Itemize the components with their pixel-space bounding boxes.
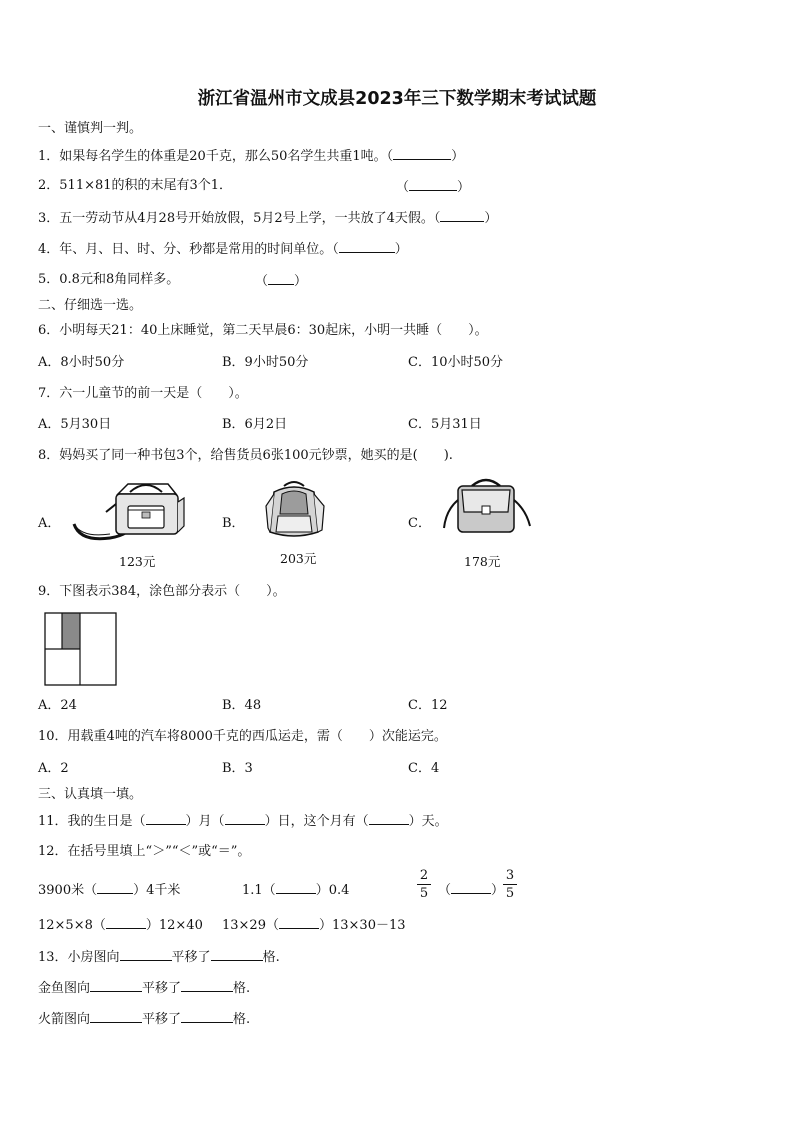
question-13-line3 xyxy=(38,1010,250,1028)
question-2-text: 2．511×81的积的末尾有3个1． xyxy=(38,178,233,193)
question-9: 9．下图表示384，涂色部分表示（ ）。 xyxy=(38,584,286,599)
option-7a[interactable]: A．5月30日 xyxy=(38,417,112,432)
compare-2b-right: ）13×30－13 xyxy=(318,918,406,933)
question-1-text: 1．如果每名学生的体重是20千克，那么50名学生共重1吨。（ xyxy=(38,149,394,164)
question-3-text: 3．五一劳动节从4月28号开始放假，5月2号上学，一共放了4天假。（ xyxy=(38,211,441,226)
fraction-right-denominator: 5 xyxy=(505,886,515,901)
compare-1b-left: 1.1（ xyxy=(242,883,276,898)
fraction-left xyxy=(417,868,431,901)
section-heading-judge: 一、谨慎判一判。 xyxy=(38,121,143,136)
option-6c[interactable]: C．10小时50分 xyxy=(408,355,504,370)
question-2-open: （ xyxy=(396,180,410,195)
compare-2b-left: 13×29（ xyxy=(222,918,279,933)
shaded-grid-diagram xyxy=(44,612,117,686)
answer-blank-5[interactable] xyxy=(268,272,294,285)
question-13-line1-b: 平移了 xyxy=(171,950,211,965)
compare-1c-right: ） xyxy=(491,883,505,898)
question-2-answer xyxy=(396,178,470,196)
section-heading-choose: 二、仔细选一选。 xyxy=(38,298,143,313)
compare-2b xyxy=(222,916,406,934)
question-4-text: 4．年、月、日、时、分、秒都是常用的时间单位。（ xyxy=(38,242,339,257)
compare-1a-right: ）4千米 xyxy=(133,883,181,898)
option-6b[interactable]: B．9小时50分 xyxy=(222,355,309,370)
answer-blank-3[interactable] xyxy=(440,209,484,222)
question-7: 7．六一儿童节的前一天是（ ）。 xyxy=(38,386,248,401)
page-title: 浙江省温州市文成县2023年三下数学期末考试试题 xyxy=(197,89,597,109)
fraction-right-numerator: 3 xyxy=(505,868,515,883)
option-8c[interactable]: C． xyxy=(408,516,431,531)
question-5 xyxy=(38,272,179,288)
compare-1c-left: （ xyxy=(438,883,452,898)
question-8: 8．妈妈买了同一种书包3个，给售货员6张100元钞票，她买的是( ). xyxy=(38,448,453,463)
question-11-part4: ）天。 xyxy=(408,814,448,829)
question-11-part1: 11．我的生日是（ xyxy=(38,814,146,829)
compare-2a xyxy=(38,916,203,934)
option-6a[interactable]: A．8小时50分 xyxy=(38,355,125,370)
question-13-line3-b: 平移了 xyxy=(142,1012,182,1027)
option-10c[interactable]: C．4 xyxy=(408,761,440,776)
option-10b[interactable]: B．3 xyxy=(222,761,253,776)
answer-blank-13-1b[interactable] xyxy=(211,948,263,961)
section-heading-fill: 三、认真填一填。 xyxy=(38,787,143,802)
answer-blank-11-month[interactable] xyxy=(146,812,186,825)
question-13-line1 xyxy=(38,948,280,966)
question-13-line1-c: 格. xyxy=(262,950,280,965)
answer-blank-13-3b[interactable] xyxy=(181,1010,233,1023)
price-c: 178元 xyxy=(464,554,501,569)
compare-2a-left: 12×5×8（ xyxy=(38,918,106,933)
fraction-left-numerator: 2 xyxy=(419,868,429,883)
question-13-line2-c: 格. xyxy=(233,981,251,996)
option-9c[interactable]: C．12 xyxy=(408,698,448,713)
option-9b[interactable]: B．48 xyxy=(222,698,262,713)
compare-2a-right: ）12×40 xyxy=(145,918,203,933)
question-13-line2-b: 平移了 xyxy=(142,981,182,996)
question-4-close: ） xyxy=(394,242,408,257)
price-a: 123元 xyxy=(119,554,156,569)
question-13-line2 xyxy=(38,979,250,997)
question-5-answer xyxy=(255,272,307,290)
answer-blank-2[interactable] xyxy=(409,178,457,191)
question-6: 6．小明每天21：40上床睡觉，第二天早晨6：30起床，小明一共睡（ ）。 xyxy=(38,323,488,338)
answer-blank-11-day[interactable] xyxy=(225,812,265,825)
option-9a[interactable]: A．24 xyxy=(38,698,77,713)
question-13-line2-a: 金鱼图向 xyxy=(38,981,91,996)
question-10: 10．用载重4吨的汽车将8000千克的西瓜运走，需（ ）次能运完。 xyxy=(38,729,447,744)
compare-1a xyxy=(38,881,180,899)
question-1-close: ） xyxy=(451,149,465,164)
option-7c[interactable]: C．5月31日 xyxy=(408,417,482,432)
option-8b[interactable]: B． xyxy=(222,516,245,531)
answer-blank-12-1[interactable] xyxy=(97,881,133,894)
question-11 xyxy=(38,812,448,830)
answer-blank-13-2a[interactable] xyxy=(90,979,142,992)
question-2 xyxy=(38,178,232,194)
question-5-text: 5．0.8元和8角同样多。 xyxy=(38,272,180,287)
question-13-line3-a: 火箭图向 xyxy=(38,1012,91,1027)
question-3-close: ） xyxy=(484,211,498,226)
question-11-part2: ）月（ xyxy=(185,814,225,829)
option-7b[interactable]: B．6月2日 xyxy=(222,417,288,432)
answer-blank-13-3a[interactable] xyxy=(90,1010,142,1023)
question-5-open: （ xyxy=(255,274,269,289)
shoulder-bag-icon xyxy=(70,476,188,546)
fraction-left-denominator: 5 xyxy=(419,886,429,901)
question-13-line3-c: 格. xyxy=(233,1012,251,1027)
question-13-line1-a: 13．小房图向 xyxy=(38,950,120,965)
answer-blank-12-4[interactable] xyxy=(106,916,146,929)
fraction-right xyxy=(503,868,517,901)
compare-1c xyxy=(438,881,504,899)
option-10a[interactable]: A．2 xyxy=(38,761,69,776)
backpack-icon xyxy=(258,480,330,542)
question-12: 12．在括号里填上“＞”“＜”或“＝”。 xyxy=(38,844,251,859)
question-1 xyxy=(38,147,464,165)
answer-blank-12-2[interactable] xyxy=(276,881,316,894)
compare-1b xyxy=(242,881,349,899)
question-3 xyxy=(38,209,497,227)
question-11-part3: ）日，这个月有（ xyxy=(264,814,369,829)
compare-1a-left: 3900米（ xyxy=(38,883,98,898)
answer-blank-12-5[interactable] xyxy=(279,916,319,929)
question-4 xyxy=(38,240,408,258)
answer-blank-13-2b[interactable] xyxy=(181,979,233,992)
question-5-close: ） xyxy=(294,274,308,289)
answer-blank-4[interactable] xyxy=(339,240,395,253)
question-2-close: ） xyxy=(457,180,471,195)
compare-1b-right: ）0.4 xyxy=(315,883,350,898)
answer-blank-13-1a[interactable] xyxy=(120,948,172,961)
option-8a[interactable]: A． xyxy=(38,516,61,531)
answer-blank-12-3[interactable] xyxy=(451,881,491,894)
price-b: 203元 xyxy=(280,551,317,566)
answer-blank-11-days[interactable] xyxy=(369,812,409,825)
satchel-icon xyxy=(442,476,532,538)
answer-blank-1[interactable] xyxy=(393,147,451,160)
